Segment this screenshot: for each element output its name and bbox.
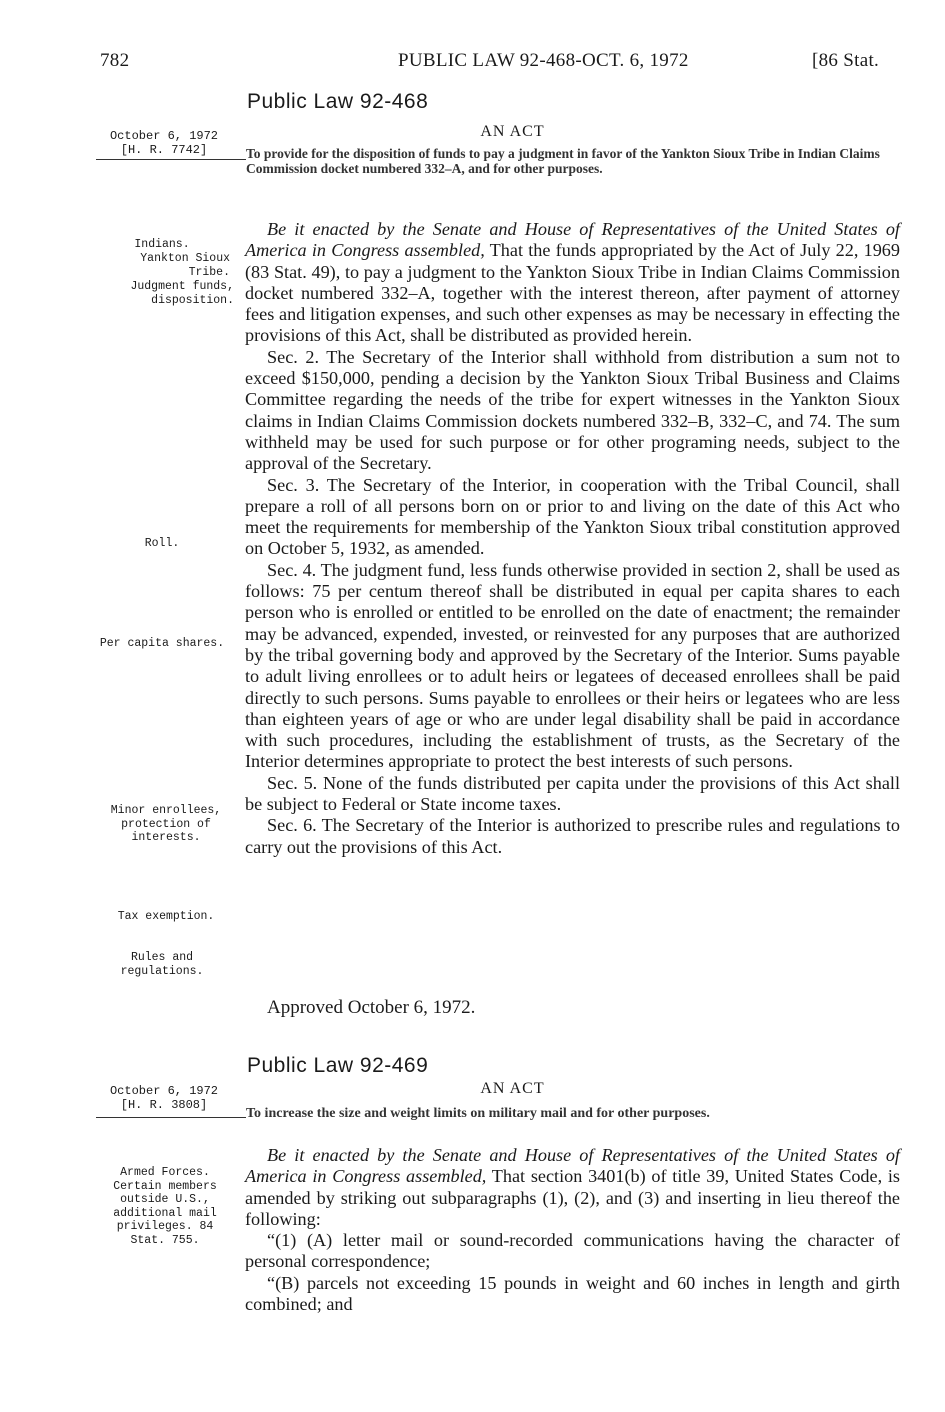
law1-margin-rule <box>96 159 246 160</box>
law1-title: Public Law 92-468 <box>247 90 429 113</box>
sidenote-rules: Rules and regulations. <box>120 951 204 978</box>
sidenote-roll: Roll. <box>144 537 180 550</box>
law2-paragraph-b: “(B) parcels not exceeding 15 pounds in weight and 60 inches in length and girth combined; and <box>245 1272 900 1315</box>
law2-purpose: To increase the size and weight limits on military mail and for other purposes. <box>246 1106 710 1121</box>
sidenote-indians: Indians. <box>134 238 190 251</box>
sidenote-yankton-tribe: Yankton Sioux Tribe. <box>140 252 230 279</box>
law1-section-5: Sec. 5. None of the funds distributed per capita under the provisions of this Act shall be subject to Federal or State income taxes. <box>245 772 900 815</box>
law2-margin-bill: [H. R. 3808] <box>120 1098 208 1112</box>
law2-enacting-clause: Be it enacted by the Senate and House of Representatives of the United States of America in Congress assembled, <box>245 1145 900 1187</box>
law2-act-label: AN ACT <box>480 1080 545 1097</box>
law2-body <box>245 1145 900 1315</box>
law2-margin-date: October 6, 1972 <box>109 1084 219 1098</box>
law2-title: Public Law 92-469 <box>247 1054 429 1077</box>
law1-body <box>245 219 900 858</box>
law1-enacting-clause: Be it enacted by the Senate and House of Representatives of the United States of America in Congress assembled, <box>245 219 900 261</box>
law1-section-1 <box>245 219 900 347</box>
stat-reference: [86 Stat. <box>812 50 880 71</box>
law1-margin-date: October 6, 1972 <box>109 129 219 143</box>
sidenote-armed-forces: Armed Forces. Certain members outside U.S., additional mail privileges. 84 Stat. 755. <box>113 1166 217 1247</box>
law2-margin-rule <box>96 1117 246 1118</box>
sidenote-minor-enrollees: Minor enrollees, protection of interests. <box>110 804 222 844</box>
law1-approved: Approved October 6, 1972. <box>267 997 476 1018</box>
law1-purpose: To provide for the disposition of funds to pay a judgment in favor of the Yankton Sioux Tribe in Indian Claims Commission docket numbered 332–A, and for other purposes. <box>246 146 880 176</box>
law1-section-2: Sec. 2. The Secretary of the Interior shall withhold from distribution a sum not to exceed $150,000, pending a decision by the Yankton Sioux Tribal Business and Claims Committee regarding the needs of the tribe for expert witnesses in the Yankton Sioux claims in Indian Claims Commission dockets numbered 332–B, 332–C, and 74. The sum withheld may be used for such purpose or for other programing needs, subject to the approval of the Secretary. <box>245 346 900 474</box>
sidenote-per-capita: Per capita shares. <box>99 637 225 650</box>
law1-section-3: Sec. 3. The Secretary of the Interior, in cooperation with the Tribal Council, shall prepare a roll of all persons born on or prior to and living on the date of this Act who meet the requirements for membership of the Yankton Sioux tribal constitution approved on October 5, 1932, as amended. <box>245 474 900 559</box>
law2-paragraph-a: “(1) (A) letter mail or sound-recorded communications having the character of personal correspondence; <box>245 1230 900 1272</box>
law1-section-4: Sec. 4. The judgment fund, less funds otherwise provided in section 2, shall be used as follows: 75 per centum thereof shall be distributed in equal per capita shares to each person who is enrolled or entitled to be enrolled on the date of enactment; the remainder may be advanced, expended, invested, or reinvested for any purposes that are authorized by the tribal governing body and approved by the Secretary of the Interior. Sums payable to adult living enrollees or to adult heirs or legatees of deceased enrollees shall be paid directly to such persons. Sums payable to enrollees or their heirs or legatees who are less than eighteen years of age or who are under legal disability shall be paid in accordance with such procedures, including the establishment of trusts, as the Secretary of the Interior determines appropriate to protect the best interests of such persons. <box>245 559 900 772</box>
law2-section-1-text: That section 3401(b) of title 39, United States Code, is amended by striking out subparagraphs (1), (2), and (3) and inserting in lieu thereof the following: <box>245 1166 901 1229</box>
law1-section-1-text: That the funds appropriated by the Act of July 22, 1969 (83 Stat. 49), to pay a judgment to the Yankton Sioux Tribe in Indian Claims Commission docket numbered 332–A, together with the interest thereon, after payment of attorney fees and litigation expenses, and such other expenses as may be necessary in effecting the provisions of this Act, shall be distributed as provided herein. <box>245 240 900 346</box>
sidenote-judgment-funds: Judgment funds, disposition. <box>130 280 234 307</box>
law2-section-1 <box>245 1145 900 1230</box>
law1-margin-bill: [H. R. 7742] <box>120 143 208 157</box>
page-number: 782 <box>100 50 130 71</box>
law1-section-6: Sec. 6. The Secretary of the Interior is authorized to prescribe rules and regulations to carry out the provisions of this Act. <box>245 815 900 857</box>
sidenote-tax-exemption: Tax exemption. <box>117 910 215 923</box>
running-title: PUBLIC LAW 92-468-OCT. 6, 1972 <box>398 50 689 71</box>
law1-act-label: AN ACT <box>480 123 545 140</box>
